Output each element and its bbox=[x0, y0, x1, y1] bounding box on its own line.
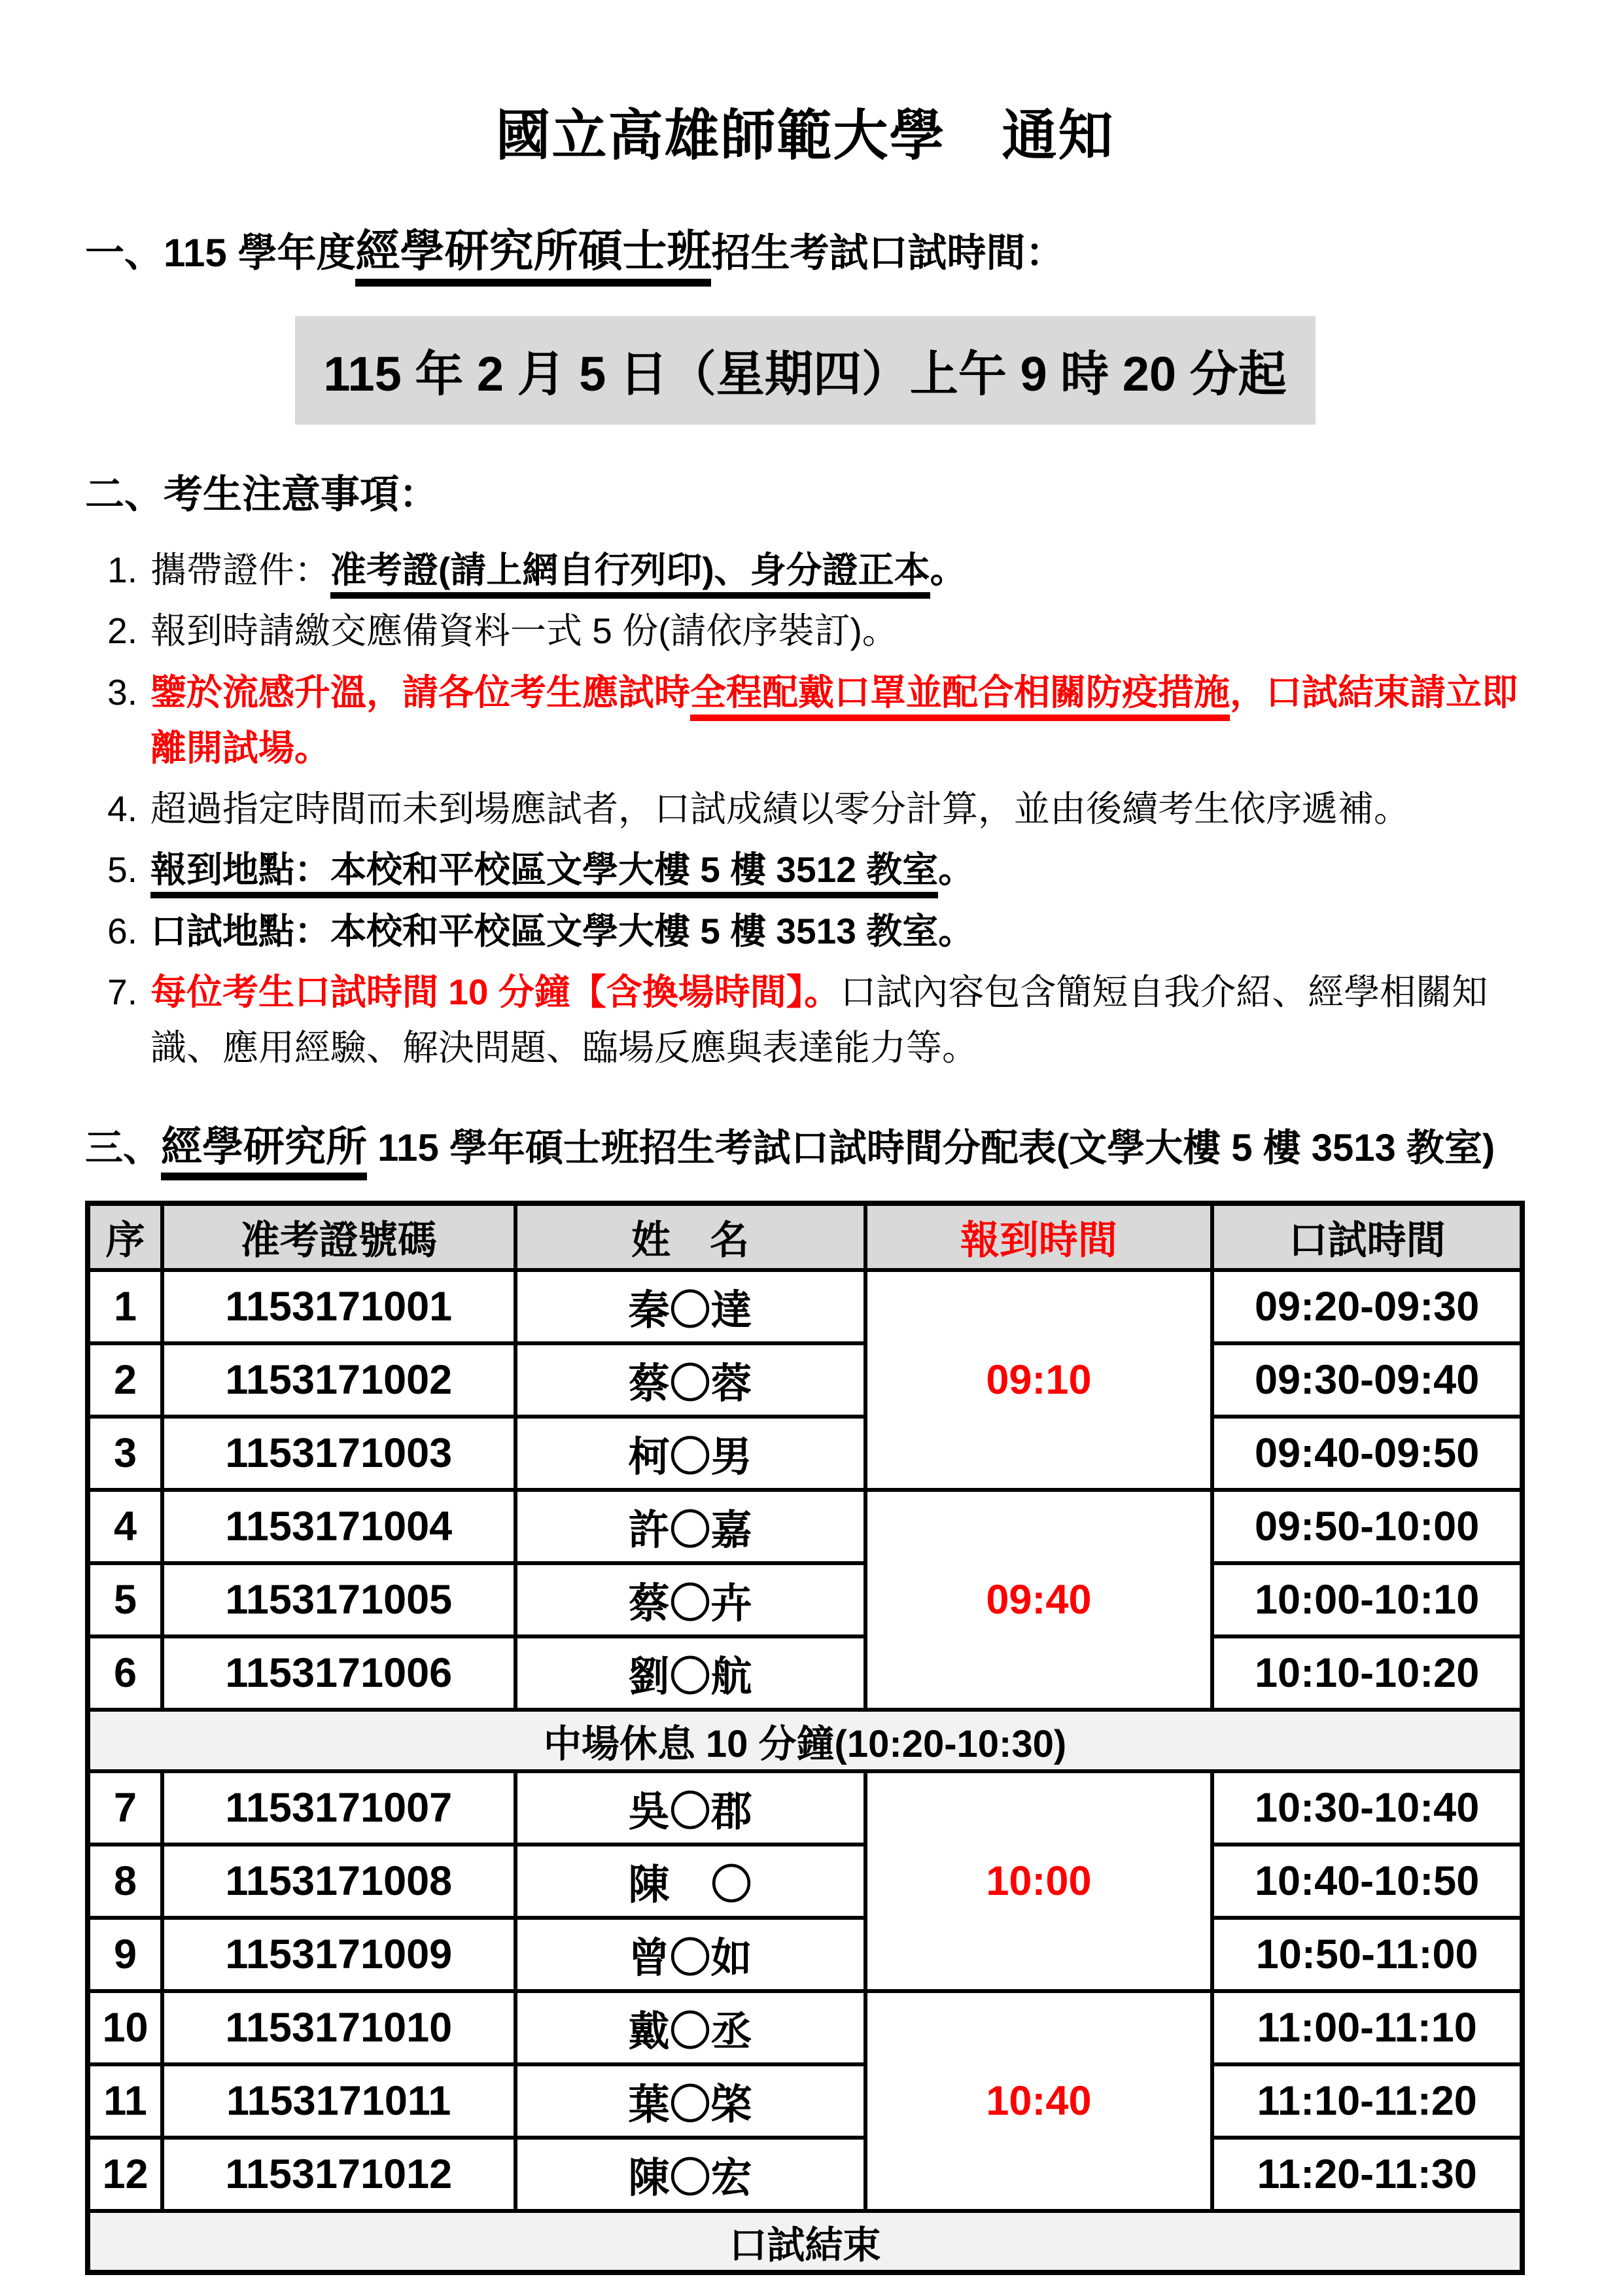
note-text-part: ，口試結束請立即離開試場。 bbox=[150, 671, 1518, 768]
note-number: 7. bbox=[107, 971, 137, 1012]
cell-seq: 7 bbox=[88, 1771, 162, 1845]
note-number: 5. bbox=[107, 849, 137, 891]
cell-ticket-number: 1153171009 bbox=[162, 1918, 515, 1991]
cell-seq: 8 bbox=[88, 1845, 162, 1918]
cell-seq: 2 bbox=[88, 1343, 162, 1417]
note-number: 6. bbox=[107, 910, 137, 951]
cell-ticket-number: 1153171011 bbox=[162, 2064, 515, 2138]
table-row bbox=[88, 1636, 1522, 1710]
note-text-part: 超過指定時間而未到場應試者，口試成績以零分計算，並由後續考生依序遞補。 bbox=[150, 788, 1410, 829]
cell-seq: 4 bbox=[88, 1490, 162, 1563]
table-row bbox=[88, 1771, 1522, 1845]
cell-seq: 3 bbox=[88, 1417, 162, 1490]
note-item bbox=[97, 964, 1525, 1076]
cell-ticket-number: 1153171002 bbox=[162, 1343, 515, 1417]
table-row bbox=[88, 2064, 1522, 2138]
note-item bbox=[97, 542, 1525, 598]
schedule-table-body bbox=[88, 1270, 1522, 2272]
cell-seq: 9 bbox=[88, 1918, 162, 1991]
cell-name: 曾〇如 bbox=[515, 1918, 865, 1991]
note-item bbox=[97, 842, 1525, 898]
note-text-part: 報到時請繳交應備資料一式 5 份(請依序裝訂)。 bbox=[150, 610, 898, 652]
cell-name: 吳〇郡 bbox=[515, 1771, 865, 1845]
cell-interview-time: 11:10-11:20 bbox=[1212, 2064, 1522, 2138]
table-row bbox=[88, 1991, 1522, 2064]
cell-name: 陳〇宏 bbox=[515, 2138, 865, 2211]
table-row bbox=[88, 1343, 1522, 1417]
note-text-part: 每位考生口試時間 10 分鐘【含換場時間】。 bbox=[150, 971, 841, 1012]
note-text bbox=[150, 842, 1525, 898]
interview-schedule-table bbox=[85, 1201, 1525, 2275]
cell-name: 陳 〇 bbox=[515, 1845, 865, 1918]
section-three-prefix: 三、 bbox=[85, 1127, 162, 1170]
cell-seq: 10 bbox=[88, 1991, 162, 2064]
section-one-prefix: 一、115 學年度 bbox=[85, 231, 356, 275]
table-header-row bbox=[88, 1203, 1522, 1270]
cell-ticket-number: 1153171008 bbox=[162, 1845, 515, 1918]
note-text-part: 攜帶證件： bbox=[150, 550, 331, 590]
cell-seq: 1 bbox=[88, 1270, 162, 1343]
section-three-dept-underlined: 經學研究所 bbox=[161, 1124, 367, 1180]
note-text-part: 口試內容包含簡短自我介紹、經學相關知識、應用經驗、解決問題、臨場反應與表達能力等。 bbox=[150, 971, 1488, 1068]
note-number: 2. bbox=[107, 610, 137, 652]
table-row bbox=[88, 1918, 1522, 1991]
table-row bbox=[88, 1417, 1522, 1490]
cell-ticket-number: 1153171012 bbox=[162, 2138, 515, 2211]
cell-name: 蔡〇卉 bbox=[515, 1563, 865, 1636]
notes-list bbox=[85, 542, 1525, 1076]
cell-interview-time: 10:00-10:10 bbox=[1212, 1563, 1522, 1636]
cell-interview-time: 09:50-10:00 bbox=[1212, 1490, 1522, 1563]
note-number: 4. bbox=[107, 788, 137, 829]
cell-ticket-number: 1153171006 bbox=[162, 1636, 515, 1710]
note-text-part: 。 bbox=[938, 849, 975, 891]
cell-name: 秦〇達 bbox=[515, 1270, 865, 1343]
cell-name: 蔡〇蓉 bbox=[515, 1343, 865, 1417]
note-text-part: 全程配戴口罩並配合相關防疫措施 bbox=[690, 672, 1230, 721]
note-text-part: 報到地點：本校和平校區文學大樓 5 樓 3512 教室 bbox=[150, 849, 938, 898]
cell-interview-time: 09:40-09:50 bbox=[1212, 1417, 1522, 1490]
cell-interview-time: 10:30-10:40 bbox=[1212, 1771, 1522, 1845]
note-item bbox=[97, 904, 1525, 959]
note-item bbox=[97, 781, 1525, 837]
cell-interview-time: 09:20-09:30 bbox=[1212, 1270, 1522, 1343]
cell-interview-time: 10:40-10:50 bbox=[1212, 1845, 1522, 1918]
header-checkin-time: 報到時間 bbox=[865, 1203, 1213, 1270]
cell-interview-time: 11:20-11:30 bbox=[1212, 2138, 1522, 2211]
cell-name: 柯〇男 bbox=[515, 1417, 865, 1490]
cell-checkin-time: 10:40 bbox=[865, 1991, 1213, 2211]
header-seq: 序 bbox=[88, 1203, 162, 1270]
cell-name: 許〇嘉 bbox=[515, 1490, 865, 1563]
note-text-part: 鑒於流感升溫，請各位考生應試時 bbox=[150, 671, 691, 713]
cell-ticket-number: 1153171010 bbox=[162, 1991, 515, 2064]
header-interview-time: 口試時間 bbox=[1212, 1203, 1522, 1270]
cell-ticket-number: 1153171003 bbox=[162, 1417, 515, 1490]
section-one-program-underlined: 經學研究所碩士班 bbox=[355, 226, 711, 287]
note-text-part: 准考證(請上網自行列印)、身分證正本 bbox=[330, 550, 930, 599]
note-item bbox=[97, 665, 1525, 777]
note-text-part: 口試地點：本校和平校區文學大樓 5 樓 3513 教室。 bbox=[150, 910, 975, 951]
interview-date-highlight: 115 年 2 月 5 日（星期四）上午 9 時 20 分起 bbox=[295, 316, 1316, 425]
note-item bbox=[97, 603, 1525, 659]
section-two-heading: 二、考生注意事項： bbox=[85, 472, 438, 516]
cell-checkin-time: 09:10 bbox=[865, 1270, 1213, 1490]
table-row bbox=[88, 2138, 1522, 2211]
cell-name: 戴〇丞 bbox=[515, 1991, 865, 2064]
section-three-suffix: 115 學年碩士班招生考試口試時間分配表(文學大樓 5 樓 3513 教室) bbox=[367, 1127, 1495, 1170]
note-number: 3. bbox=[107, 671, 137, 713]
cell-interview-time: 10:10-10:20 bbox=[1212, 1636, 1522, 1710]
cell-seq: 6 bbox=[88, 1636, 162, 1710]
cell-ticket-number: 1153171005 bbox=[162, 1563, 515, 1636]
note-number: 1. bbox=[107, 550, 137, 590]
table-row bbox=[88, 1845, 1522, 1918]
doc-title: 國立高雄師範大學 通知 bbox=[495, 105, 1115, 166]
break-row bbox=[88, 1710, 1522, 1771]
cell-name: 葉〇棨 bbox=[515, 2064, 865, 2138]
section-three-heading bbox=[85, 1114, 1525, 1173]
note-text bbox=[150, 781, 1525, 837]
table-row bbox=[88, 1563, 1522, 1636]
section-one-suffix: 招生考試口試時間： bbox=[711, 231, 1065, 275]
note-text bbox=[150, 904, 1525, 959]
cell-ticket-number: 1153171007 bbox=[162, 1771, 515, 1845]
cell-seq: 12 bbox=[88, 2138, 162, 2211]
break-row-label: 中場休息 10 分鐘(10:20-10:30) bbox=[88, 1710, 1522, 1771]
note-text bbox=[150, 964, 1525, 1076]
section-one-heading bbox=[85, 218, 1525, 285]
end-row-label: 口試結束 bbox=[88, 2211, 1522, 2272]
header-ticket-number: 准考證號碼 bbox=[162, 1203, 515, 1270]
cell-interview-time: 09:30-09:40 bbox=[1212, 1343, 1522, 1417]
note-text-part: 。 bbox=[930, 550, 966, 590]
table-row bbox=[88, 1490, 1522, 1563]
cell-ticket-number: 1153171004 bbox=[162, 1490, 515, 1563]
end-row bbox=[88, 2211, 1522, 2272]
cell-checkin-time: 09:40 bbox=[865, 1490, 1213, 1710]
note-text bbox=[150, 603, 1525, 659]
cell-interview-time: 10:50-11:00 bbox=[1212, 1918, 1522, 1991]
cell-checkin-time: 10:00 bbox=[865, 1771, 1213, 1991]
cell-seq: 5 bbox=[88, 1563, 162, 1636]
cell-name: 劉〇航 bbox=[515, 1636, 865, 1710]
cell-ticket-number: 1153171001 bbox=[162, 1270, 515, 1343]
cell-seq: 11 bbox=[88, 2064, 162, 2138]
note-text bbox=[150, 665, 1525, 777]
header-name: 姓 名 bbox=[515, 1203, 865, 1270]
cell-interview-time: 11:00-11:10 bbox=[1212, 1991, 1522, 2064]
table-row bbox=[88, 1270, 1522, 1343]
note-text bbox=[150, 542, 1525, 598]
